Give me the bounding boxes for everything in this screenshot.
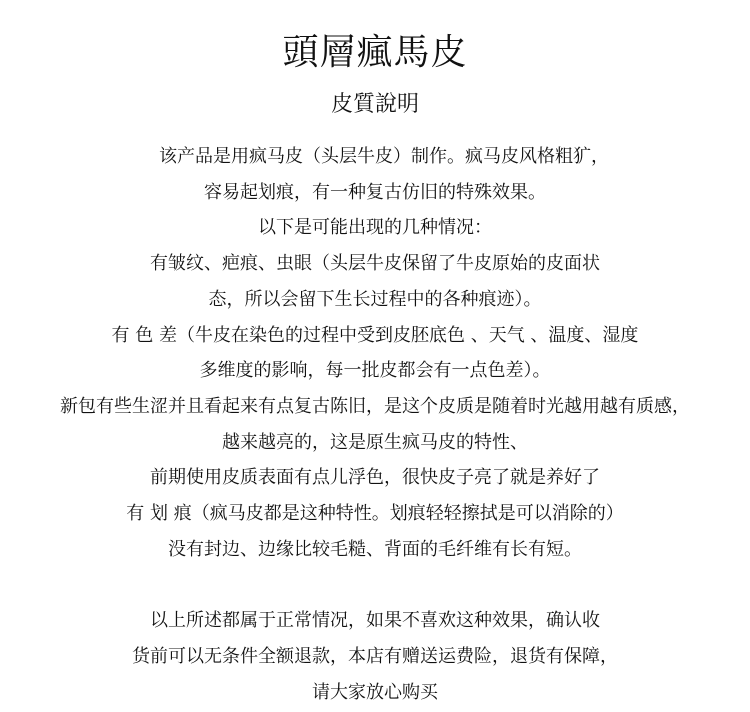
- text-line: 有 色 差（牛皮在染色的过程中受到皮胚底色 、天气 、温度、湿度: [111, 324, 639, 346]
- text-line: 该产品是用疯马皮（头层牛皮）制作。疯马皮风格粗犷，: [141, 146, 609, 167]
- closing-line: 以上所述都属于正常情况，如果不喜欢这种效果，确认收: [150, 610, 600, 632]
- text-line: 新包有些生涩并且看起来有点复古陈旧，是这个皮质是随着时光越用越有质感，: [60, 395, 690, 417]
- text-line: 有 划 痕（疯马皮都是这种特性。划痕轻轻擦拭是可以消除的）: [126, 503, 624, 525]
- description-body: [0, 139, 750, 710]
- closing-line: 货前可以无条件全额退款，本店有赠送运费险，退货有保障，: [132, 645, 618, 667]
- text-line: 以下是可能出现的几种情况：: [258, 217, 492, 239]
- page-title: 頭層瘋馬皮: [282, 32, 468, 73]
- text-line: 越来越亮的，这是原生疯马皮的特性、: [222, 431, 528, 453]
- text-line: 有皱纹、疤痕、虫眼（头层牛皮保留了牛皮原始的皮面状: [150, 253, 600, 275]
- text-line: 前期使用皮质表面有点儿浮色，很快皮子亮了就是养好了: [150, 467, 600, 489]
- paragraph-spacer: [0, 567, 750, 603]
- text-line: 容易起划痕，有一种复古仿旧的特殊效果。: [204, 181, 546, 203]
- text-line: 没有封边、边缘比较毛糙、背面的毛纤维有长有短。: [168, 538, 582, 560]
- text-line: 态，所以会留下生长过程中的各种痕迹）。: [208, 288, 542, 310]
- text-line: 多维度的影响，每一批皮都会有一点色差）。: [199, 360, 551, 382]
- page-subtitle: 皮質說明: [330, 92, 419, 117]
- closing-line: 请大家放心购买: [312, 681, 438, 703]
